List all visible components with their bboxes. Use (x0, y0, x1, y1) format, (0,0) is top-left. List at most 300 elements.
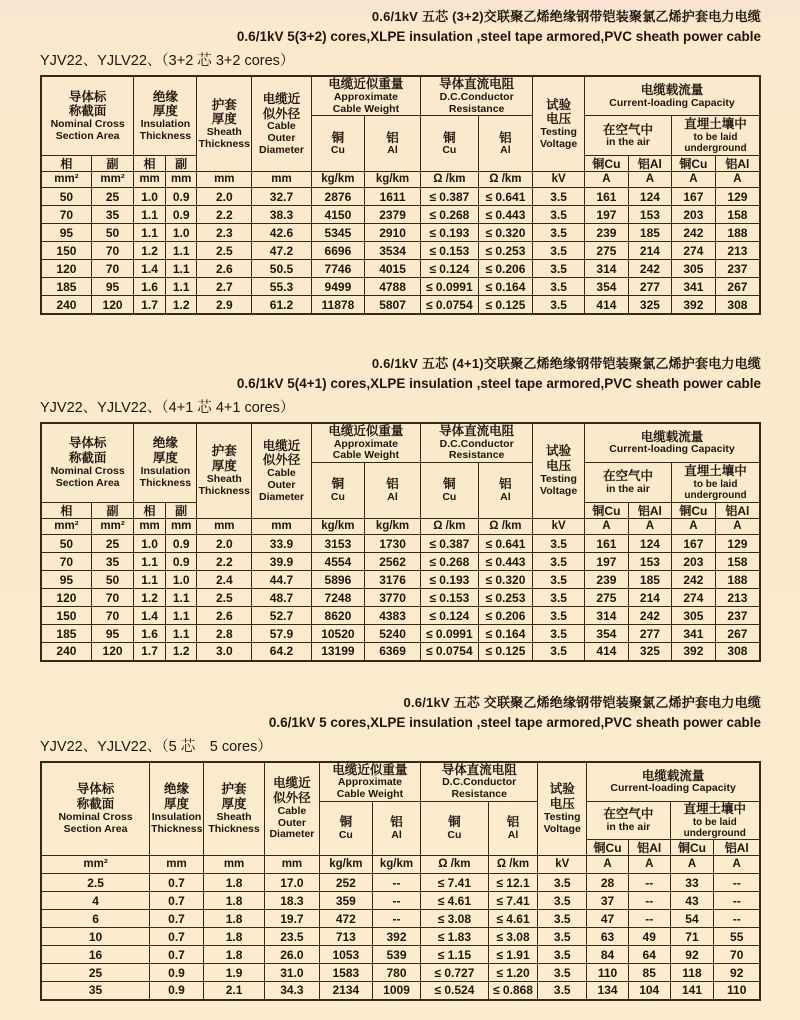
col-underground-group (670, 802, 760, 840)
header-label-line: 在空气中 (602, 469, 653, 484)
section-titles (40, 0, 761, 70)
header-label-line: 厚度 (152, 451, 178, 466)
subcol-phase: 相 (41, 156, 91, 172)
data-cell: 95 (41, 224, 91, 242)
data-cell: 61.2 (252, 296, 312, 314)
header-label-line: 厚度 (221, 797, 247, 812)
data-cell: 19.7 (265, 910, 320, 928)
data-cell: 38.3 (252, 206, 312, 224)
data-cell: 33.9 (252, 535, 312, 553)
header-label-line: 铜 (331, 477, 345, 492)
subcol-al-compact: 铝Al (715, 503, 760, 519)
header-label-line: 铜 (443, 477, 456, 492)
unit-cell: kV (538, 856, 587, 874)
data-cell: 472 (319, 910, 372, 928)
data-cell: 129 (715, 535, 760, 553)
data-cell: ≤ 0.124 (421, 607, 479, 625)
header-label-line: underground (683, 827, 746, 839)
data-cell: ≤ 0.125 (478, 296, 533, 314)
subcol-resistance-al (488, 802, 538, 856)
data-cell: 23.5 (265, 928, 320, 946)
data-cell: 2.2 (197, 206, 252, 224)
data-cell: 44.7 (252, 571, 312, 589)
header-label-line: Nominal Cross (50, 464, 125, 477)
header-label-line: Thickness (139, 129, 192, 142)
data-cell: 341 (671, 278, 715, 296)
col-testing-voltage (538, 762, 587, 856)
data-cell: ≤ 1.91 (488, 946, 538, 964)
data-cell: 2.5 (197, 589, 252, 607)
data-cell: -- (714, 892, 760, 910)
data-cell: 43 (670, 892, 714, 910)
col-nominal-cross-section (41, 76, 134, 156)
data-cell: ≤ 0.125 (478, 643, 533, 661)
data-cell: 305 (671, 607, 715, 625)
data-cell: 3176 (365, 571, 421, 589)
data-cell: 2.7 (197, 278, 252, 296)
header-label-line: 铝 (386, 477, 399, 492)
data-cell: 5807 (365, 296, 421, 314)
data-cell: 1.0 (165, 571, 197, 589)
data-cell: 242 (671, 571, 715, 589)
data-cell: 414 (585, 296, 629, 314)
header-label-line: 似外径 (262, 453, 301, 468)
data-cell: 50 (41, 188, 91, 206)
data-cell: 1.6 (134, 625, 166, 643)
unit-cell: mm (252, 519, 312, 535)
data-cell: 0.9 (165, 206, 197, 224)
data-cell: 28 (587, 874, 629, 892)
data-cell: 32.7 (252, 188, 312, 206)
header-label-line: 导体直流电阻 (439, 77, 515, 91)
data-cell: 31.0 (265, 964, 320, 982)
header-label-line: 电压 (549, 797, 575, 812)
unit-cell: Ω /km (421, 519, 479, 535)
header-label-line: Section Area (55, 476, 120, 489)
data-cell: 1.1 (165, 607, 197, 625)
header-label-line: Resistance (451, 788, 507, 801)
data-cell: 153 (628, 206, 671, 224)
unit-cell: A (715, 172, 760, 188)
data-cell: 120 (91, 643, 133, 661)
table-header (41, 423, 760, 535)
header-label-line: Thickness (198, 137, 250, 150)
col-cable-outer-diameter (252, 423, 312, 519)
data-cell: 6369 (365, 643, 421, 661)
data-cell: ≤ 0.206 (478, 607, 533, 625)
data-cell: 48.7 (252, 589, 312, 607)
data-cell: 124 (628, 188, 671, 206)
header-label-line: Cu (442, 144, 457, 157)
data-cell: 0.9 (165, 553, 197, 571)
data-cell: 16 (41, 946, 150, 964)
header-label-line: 试验 (546, 97, 572, 112)
data-cell: 3.5 (538, 964, 587, 982)
unit-cell: Ω /km (488, 856, 538, 874)
table-row (41, 643, 760, 661)
header-label-line: 在空气中 (602, 122, 653, 137)
section-title-cn: 0.6/1kV 五芯 (4+1)交联聚乙烯绝缘钢带铠装聚氯乙烯护套电力电缆 (371, 355, 761, 371)
data-cell: 2134 (319, 982, 372, 1000)
data-cell: 4015 (365, 260, 421, 278)
data-cell: 120 (41, 260, 91, 278)
data-cell: -- (714, 910, 760, 928)
table-header (41, 762, 760, 874)
unit-cell: kg/km (311, 519, 364, 535)
unit-cell: A (670, 856, 714, 874)
table-row (41, 242, 760, 260)
subcol-resistance-cu (421, 802, 489, 856)
table-row (41, 188, 760, 206)
data-cell: 780 (372, 964, 420, 982)
data-cell: 203 (671, 553, 715, 571)
header-label-line: Insulation (140, 464, 191, 477)
data-cell: 2876 (311, 188, 364, 206)
table-row (41, 206, 760, 224)
col-current-capacity-group (585, 76, 761, 116)
col-cable-weight-group (319, 762, 420, 802)
table-row (41, 625, 760, 643)
data-cell: ≤ 7.41 (488, 892, 538, 910)
header-label-line: Section Area (55, 129, 120, 142)
subcol-weight-al (372, 802, 420, 856)
col-cable-outer-diameter (265, 762, 320, 856)
data-cell: 213 (715, 589, 760, 607)
header-label-line: 铜 (339, 815, 353, 830)
data-cell: 274 (671, 589, 715, 607)
header-label-line: 铝 (386, 130, 399, 145)
data-cell: ≤ 7.41 (421, 874, 489, 892)
table-header (41, 76, 760, 188)
table-row (41, 874, 760, 892)
data-cell: 213 (715, 242, 760, 260)
header-label-line: 称截面 (68, 451, 107, 466)
subcol-phase: 相 (134, 503, 166, 519)
subcol-aux: 副 (165, 503, 197, 519)
data-cell: 92 (714, 964, 760, 982)
data-cell: 203 (671, 206, 715, 224)
table-body (41, 874, 760, 1000)
unit-cell: Ω /km (421, 172, 479, 188)
data-cell: ≤ 0.443 (478, 206, 533, 224)
unit-cell: A (715, 519, 760, 535)
header-label-line: 铝 (499, 130, 512, 145)
data-cell: 70 (41, 553, 91, 571)
data-cell: ≤ 1.83 (421, 928, 489, 946)
data-cell: 5345 (311, 224, 364, 242)
header-label-line: 直埋土壤中 (683, 802, 747, 816)
data-cell: 188 (715, 224, 760, 242)
header-label-line: Outer (267, 478, 296, 491)
spec-table-3plus2 (40, 75, 761, 315)
header-label-line: Approximate (333, 437, 399, 450)
header-label-line: 铝 (390, 815, 403, 830)
data-cell: 242 (671, 224, 715, 242)
table-row (41, 278, 760, 296)
data-cell: 3.5 (533, 188, 585, 206)
data-cell: 3.5 (538, 928, 587, 946)
data-cell: 70 (91, 260, 133, 278)
data-cell: ≤ 0.641 (478, 188, 533, 206)
data-cell: 8620 (311, 607, 364, 625)
data-cell: 10520 (311, 625, 364, 643)
header-label-line: Cu (447, 829, 462, 842)
unit-cell: Ω /km (478, 519, 533, 535)
data-cell: 9499 (311, 278, 364, 296)
data-cell: 0.7 (150, 928, 204, 946)
col-current-capacity-group (585, 423, 761, 463)
table-row (41, 553, 760, 571)
unit-cell: kg/km (365, 172, 421, 188)
data-cell: 55.3 (252, 278, 312, 296)
data-cell: 314 (585, 607, 629, 625)
data-cell: 3.5 (533, 571, 585, 589)
data-cell: 1.8 (203, 892, 264, 910)
data-cell: -- (628, 892, 670, 910)
data-cell: 1.1 (165, 589, 197, 607)
header-label-line: 铝 (506, 815, 520, 830)
data-cell: ≤ 0.124 (421, 260, 479, 278)
table-body (41, 535, 760, 661)
data-cell: 1.4 (134, 607, 166, 625)
header-label-line: 似外径 (273, 791, 311, 806)
unit-cell: A (628, 519, 671, 535)
data-cell: 197 (585, 206, 629, 224)
data-cell: 10 (41, 928, 150, 946)
subcol-weight-al (365, 463, 421, 519)
data-cell: 0.9 (150, 982, 204, 1000)
data-cell: 49 (628, 928, 670, 946)
data-cell: ≤ 0.0991 (421, 625, 479, 643)
data-cell: 134 (587, 982, 629, 1000)
data-cell: 118 (670, 964, 714, 982)
data-cell: 214 (628, 242, 671, 260)
data-cell: 25 (91, 188, 133, 206)
table-row (41, 571, 760, 589)
unit-cell: mm² (41, 172, 91, 188)
data-cell: ≤ 0.0754 (421, 643, 479, 661)
table-row (41, 607, 760, 625)
subcol-al-compact: 铝Al (628, 503, 671, 519)
data-cell: 2379 (365, 206, 421, 224)
data-cell: 7746 (311, 260, 364, 278)
unit-cell: mm (197, 172, 252, 188)
data-cell: 34.3 (265, 982, 320, 1000)
header-label-line: Outer (267, 132, 296, 144)
header-label-line: 电缆载流量 (640, 82, 704, 97)
spec-table-5cores (40, 761, 761, 1001)
section-model-subtitle: YJV22、YJLV22、（3+2 芯 3+2 cores） (40, 53, 295, 69)
unit-cell: Ω /km (478, 172, 533, 188)
subcol-aux: 副 (91, 156, 133, 172)
data-cell: 2.2 (197, 553, 252, 571)
header-label-line: Insulation (151, 810, 202, 823)
col-dc-resistance-group (421, 423, 533, 463)
data-cell: ≤ 0.193 (421, 224, 479, 242)
header-label-line: Voltage (540, 137, 578, 150)
data-cell: ≤ 12.1 (488, 874, 538, 892)
unit-cell: mm² (41, 856, 150, 874)
data-cell: 1.0 (165, 224, 197, 242)
data-cell: 3770 (365, 589, 421, 607)
unit-cell: A (628, 856, 670, 874)
data-cell: 185 (41, 625, 91, 643)
data-cell: 1009 (372, 982, 420, 1000)
header-label-line: 电缆近似重量 (328, 77, 404, 91)
data-cell: ≤ 0.164 (478, 625, 533, 643)
data-cell: ≤ 0.268 (421, 553, 479, 571)
header-label-line: in the air (606, 136, 650, 149)
header-label-line: Cable Weight (332, 449, 400, 462)
data-cell: 2.5 (41, 874, 150, 892)
header-label-line: Diameter (258, 490, 304, 503)
data-cell: 95 (41, 571, 91, 589)
data-cell: 33 (670, 874, 714, 892)
col-testing-voltage (533, 76, 585, 172)
data-cell: 95 (91, 625, 133, 643)
header-label-line: Nominal Cross (50, 118, 125, 131)
data-cell: 3.5 (533, 553, 585, 571)
section-title-en: 0.6/1kV 5(3+2) cores,XLPE insulation ,steel tape armored,PVC sheath power cable (236, 29, 761, 44)
data-cell: 54 (670, 910, 714, 928)
table-row (41, 928, 760, 946)
data-cell: 0.7 (150, 946, 204, 964)
header-label-line: 称截面 (68, 104, 107, 119)
data-cell: 3.0 (197, 643, 252, 661)
section-title-en: 0.6/1kV 5(4+1) cores,XLPE insulation ,steel tape armored,PVC sheath power cable (236, 375, 761, 391)
data-cell: 713 (319, 928, 372, 946)
data-cell: 1.2 (134, 589, 166, 607)
header-label-line: 绝缘 (164, 782, 190, 797)
header-label-line: Sheath (206, 126, 242, 139)
header-label-line: 电缆载流量 (640, 429, 704, 444)
data-cell: 3.5 (533, 206, 585, 224)
data-cell: ≤ 0.387 (421, 535, 479, 553)
data-cell: ≤ 0.524 (421, 982, 489, 1000)
data-cell: 42.6 (252, 224, 312, 242)
header-label-line: 电压 (546, 459, 572, 474)
header-label-line: D.C.Conductor (442, 776, 517, 789)
data-cell: 3153 (311, 535, 364, 553)
data-cell: 4383 (365, 607, 421, 625)
col-insulation-thickness (150, 762, 204, 856)
table-row (41, 892, 760, 910)
header-label-line: Nominal Cross (58, 810, 133, 823)
col-insulation-thickness (134, 76, 197, 156)
data-cell: 70 (41, 206, 91, 224)
header-label-line: Sheath (216, 810, 252, 823)
data-cell: 414 (585, 643, 629, 661)
header-label-line: Thickness (198, 484, 250, 497)
table-row (41, 535, 760, 553)
header-label-line: Testing (543, 810, 581, 823)
data-cell: 47.2 (252, 242, 312, 260)
data-cell: 1.9 (203, 964, 264, 982)
data-cell: 308 (715, 296, 760, 314)
data-cell: 2.1 (203, 982, 264, 1000)
data-cell: 2910 (365, 224, 421, 242)
data-cell: 1611 (365, 188, 421, 206)
subcol-phase: 相 (41, 503, 91, 519)
data-cell: ≤ 0.153 (421, 589, 479, 607)
data-cell: 70 (714, 946, 760, 964)
subcol-weight-cu (311, 463, 364, 519)
header-label-line: 导体直流电阻 (441, 762, 517, 777)
data-cell: 539 (372, 946, 420, 964)
data-cell: 3.5 (533, 242, 585, 260)
subcol-cu-compact: 铜Cu (585, 156, 629, 172)
unit-cell: kg/km (311, 172, 364, 188)
data-cell: 267 (715, 625, 760, 643)
data-cell: ≤ 0.320 (478, 224, 533, 242)
header-label-line: Al (387, 491, 398, 503)
col-insulation-thickness (134, 423, 197, 503)
subcol-weight-al (365, 116, 421, 172)
data-cell: 3.5 (538, 982, 587, 1000)
header-row-groups (41, 423, 760, 463)
data-cell: 325 (628, 296, 671, 314)
header-label-line: Outer (277, 816, 306, 829)
header-label-line: 试验 (546, 444, 572, 459)
data-cell: 2.8 (197, 625, 252, 643)
data-cell: 161 (585, 188, 629, 206)
data-cell: ≤ 1.15 (421, 946, 489, 964)
data-cell: ≤ 3.08 (421, 910, 489, 928)
subcol-al-compact: 铝Al (628, 840, 670, 856)
data-cell: 167 (671, 188, 715, 206)
unit-cell: mm² (91, 172, 133, 188)
header-label-line: in the air (606, 821, 651, 834)
col-nominal-cross-section (41, 762, 150, 856)
subcol-al-compact: 铝Al (714, 840, 760, 856)
data-cell: 242 (628, 260, 671, 278)
data-cell: 0.7 (150, 892, 204, 910)
data-cell: 197 (585, 553, 629, 571)
data-cell: -- (628, 910, 670, 928)
data-cell: 4 (41, 892, 150, 910)
col-testing-voltage (533, 423, 585, 519)
data-cell: 3.5 (533, 296, 585, 314)
header-label-line: 称截面 (76, 797, 115, 812)
header-label-line: Cable (267, 467, 296, 479)
data-cell: 354 (585, 278, 629, 296)
data-cell: 359 (319, 892, 372, 910)
data-cell: 2562 (365, 553, 421, 571)
header-label-line: Approximate (337, 776, 403, 789)
data-cell: 188 (715, 571, 760, 589)
data-cell: 70 (91, 607, 133, 625)
data-cell: 92 (670, 946, 714, 964)
header-label-line: Thickness (208, 822, 260, 835)
header-label-line: 直埋土壤中 (684, 117, 747, 132)
data-cell: 3.5 (533, 260, 585, 278)
col-cable-outer-diameter (252, 76, 312, 172)
data-cell: 1730 (365, 535, 421, 553)
data-cell: -- (372, 910, 420, 928)
header-label-line: 铜 (331, 130, 345, 145)
unit-cell: A (628, 172, 671, 188)
section-5cores (0, 686, 800, 1001)
data-cell: 252 (319, 874, 372, 892)
header-label-line: Diameter (258, 143, 304, 156)
data-cell: ≤ 0.320 (478, 571, 533, 589)
unit-cell: mm² (41, 519, 91, 535)
data-cell: 26.0 (265, 946, 320, 964)
data-cell: 2.5 (197, 242, 252, 260)
data-cell: 185 (41, 278, 91, 296)
data-cell: 150 (41, 607, 91, 625)
unit-cell: A (714, 856, 760, 874)
